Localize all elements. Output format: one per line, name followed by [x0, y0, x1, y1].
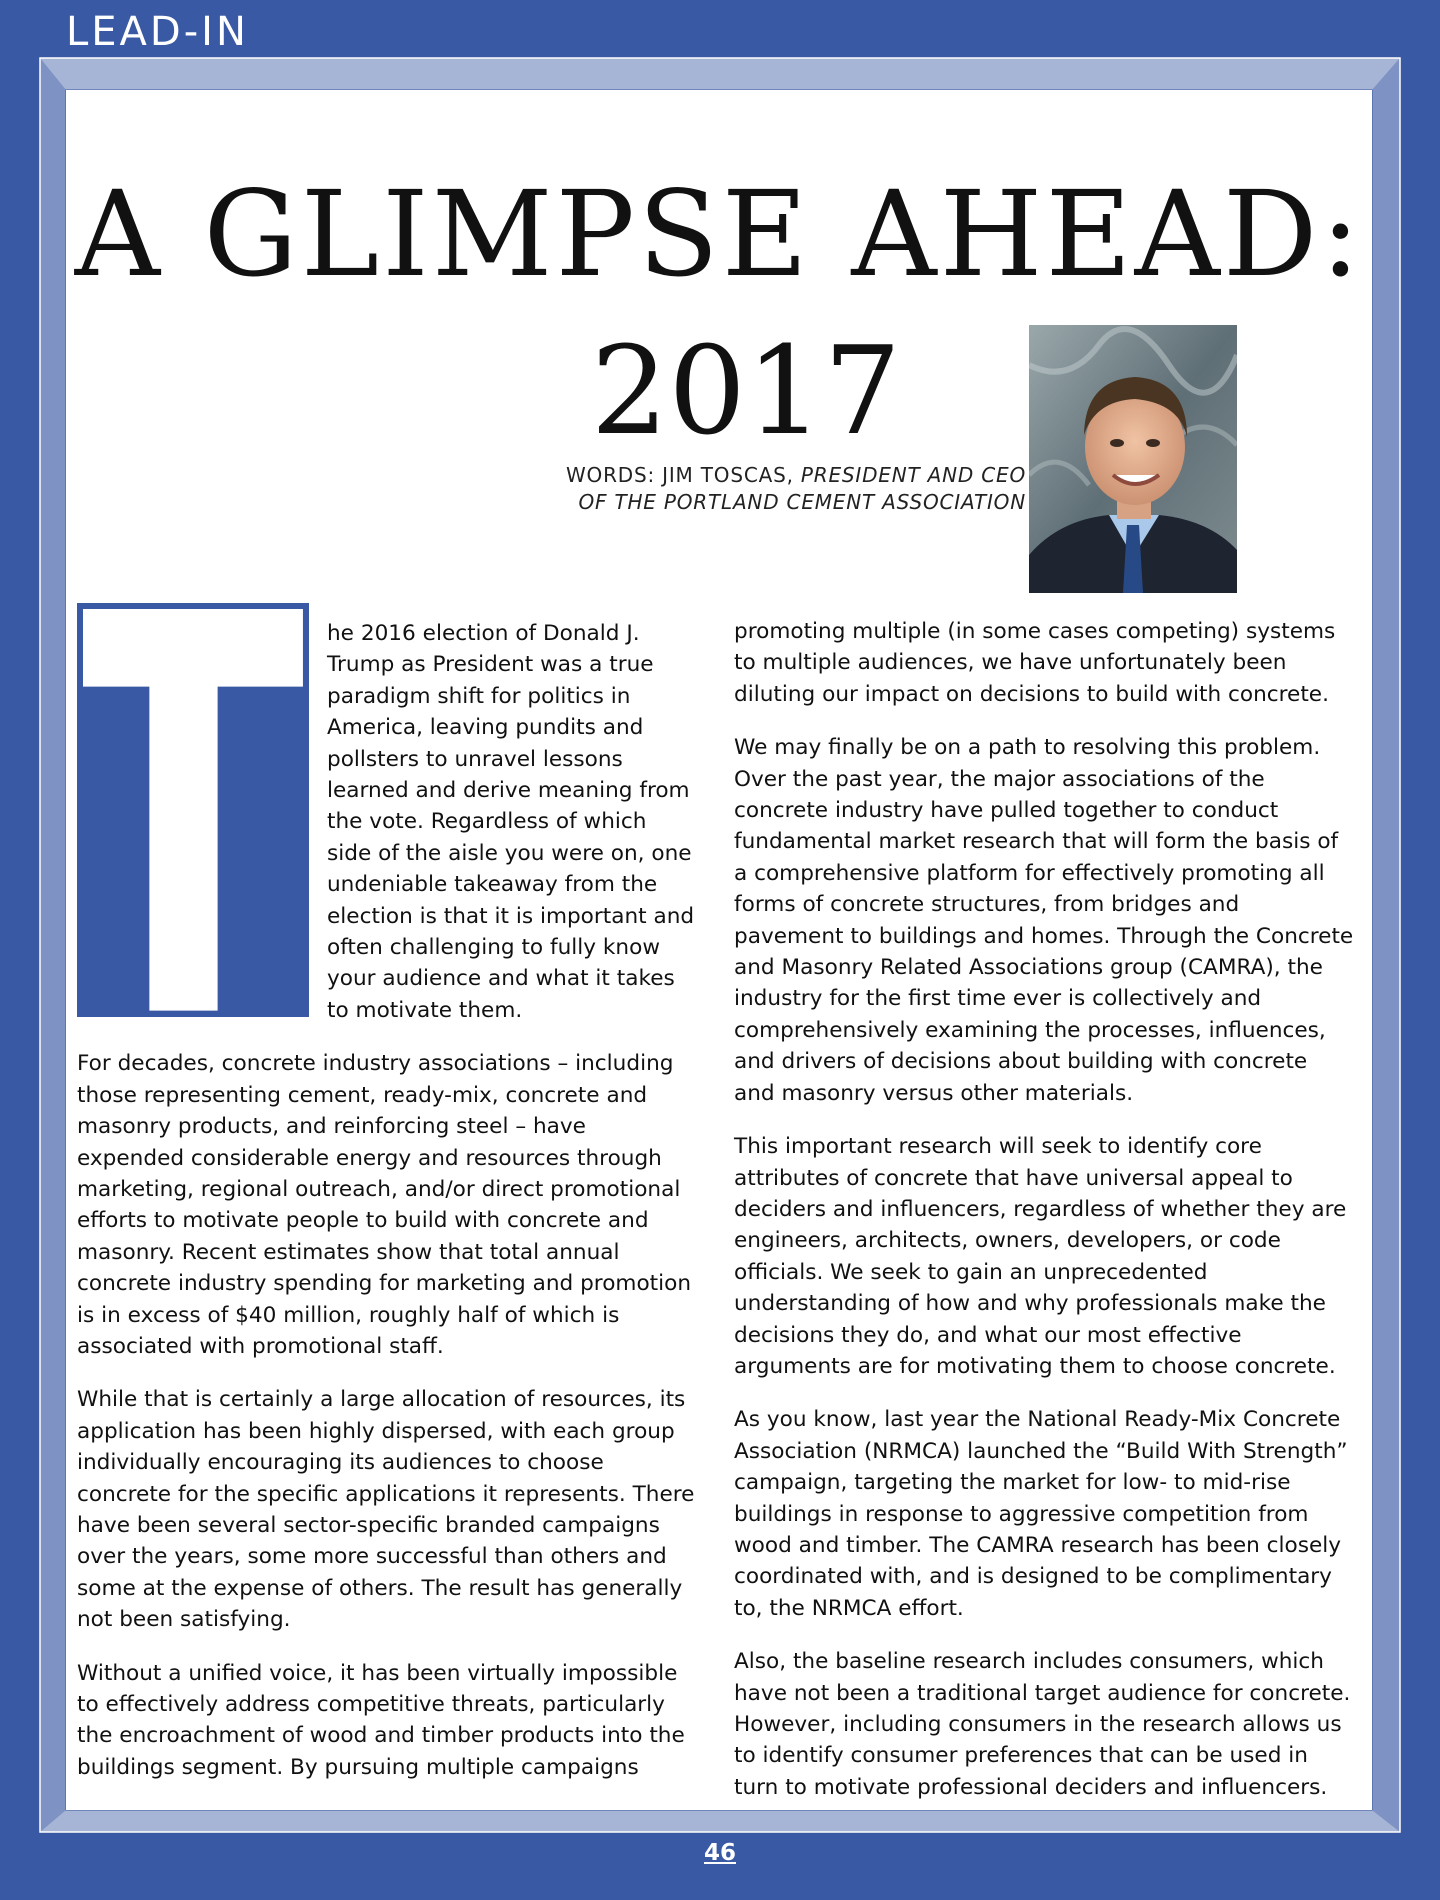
- section-label: LEAD-IN: [66, 9, 249, 55]
- headline: A GLIMPSE AHEAD:: [74, 165, 1364, 303]
- paragraph: Also, the baseline research includes consumers, which have not been a traditional target audience for concrete. However, including consumers in the research allows us to identify consumer preferences that can be used in turn to motivate professional deciders and influencers.: [734, 1649, 1351, 1800]
- paragraph: This important research will seek to identify core attributes of concrete that have universal appeal to deciders and influencers, regardless of whether they are engineers, architects, owners, developers, or code officials. We seek to gain an unprecedented understanding of how and why professionals make the decisions they do, and what our most effective arguments are for motivating them to choose concrete.: [734, 1134, 1347, 1379]
- paragraph: While that is certainly a large allocation of resources, its application has been highly dispersed, with each group individually encouraging its audiences to choose concrete for the specific applications it represents. There have been several sector-specific branded campaigns over the years, some more successful than others and some at the expense of others. The result has generally not been satisfying.: [77, 1387, 695, 1633]
- byline-title-line1: PRESIDENT AND CEO: [800, 463, 1026, 487]
- paragraph: he 2016 election of Donald J. Trump as President was a true paradigm shift for politics in America, leaving pundits and pollsters to unravel lessons learned and derive meaning from the vote. Regardless of which side of the aisle you were on, one undeniable takeaway from the election is that it is important and often challenging to fully know your audience and what it takes to motivate them.: [77, 618, 697, 1026]
- byline-title-line2: OF THE PORTLAND CEMENT ASSOCIATION: [578, 490, 1026, 514]
- paragraph: For decades, concrete industry associations – including those representing cement, ready-mix, concrete and masonry products, and reinforcing steel – have expended considerable energy and resources through marketing, regional outreach, and/or direct promotional efforts to motivate people to build with concrete and masonry. Recent estimates show that total annual concrete industry spending for marketing and promotion is in excess of $40 million, roughly half of which is associated with promotional staff.: [77, 1051, 692, 1359]
- article-column-left: [77, 618, 697, 1805]
- page-number: 46: [703, 1840, 736, 1866]
- paragraph: Without a unified voice, it has been virtually impossible to effectively address competitive threats, particularly the encroachment of wood and timber products into the buildings segment. By pursuing multiple campaigns: [77, 1660, 685, 1780]
- byline-author: WORDS: JIM TOSCAS,: [565, 463, 801, 487]
- author-portrait: [1029, 325, 1237, 593]
- dropcap-letter: [77, 603, 309, 1017]
- paragraph: We may finally be on a path to resolving this problem. Over the past year, the major associations of the concrete industry have pulled together to conduct fundamental market research that will form the basis of a comprehensive platform for effectively promoting all forms of concrete structures, from bridges and pavement to buildings and homes. Through the Concrete and Masonry Related Associations group (CAMRA), the industry for the first time ever is collectively and comprehensively examining the processes, influences, and drivers of decisions about building with concrete and masonry versus other materials.: [734, 735, 1354, 1106]
- paragraph: As you know, last year the National Ready-Mix Concrete Association (NRMCA) launched the “Build With Strength” campaign, targeting the market for low- to mid-rise buildings in response to aggressive competition from wood and timber. The CAMRA research has been closely coordinated with, and is designed to be complimentary to, the NRMCA effort.: [734, 1407, 1348, 1621]
- article-page: [66, 90, 1372, 1810]
- headline-year: 2017: [590, 320, 902, 462]
- byline: [406, 462, 1026, 516]
- article-column-right: [734, 616, 1354, 1825]
- paragraph: promoting multiple (in some cases competing) systems to multiple audiences, we have unfortunately been diluting our impact on decisions to build with concrete.: [734, 619, 1336, 707]
